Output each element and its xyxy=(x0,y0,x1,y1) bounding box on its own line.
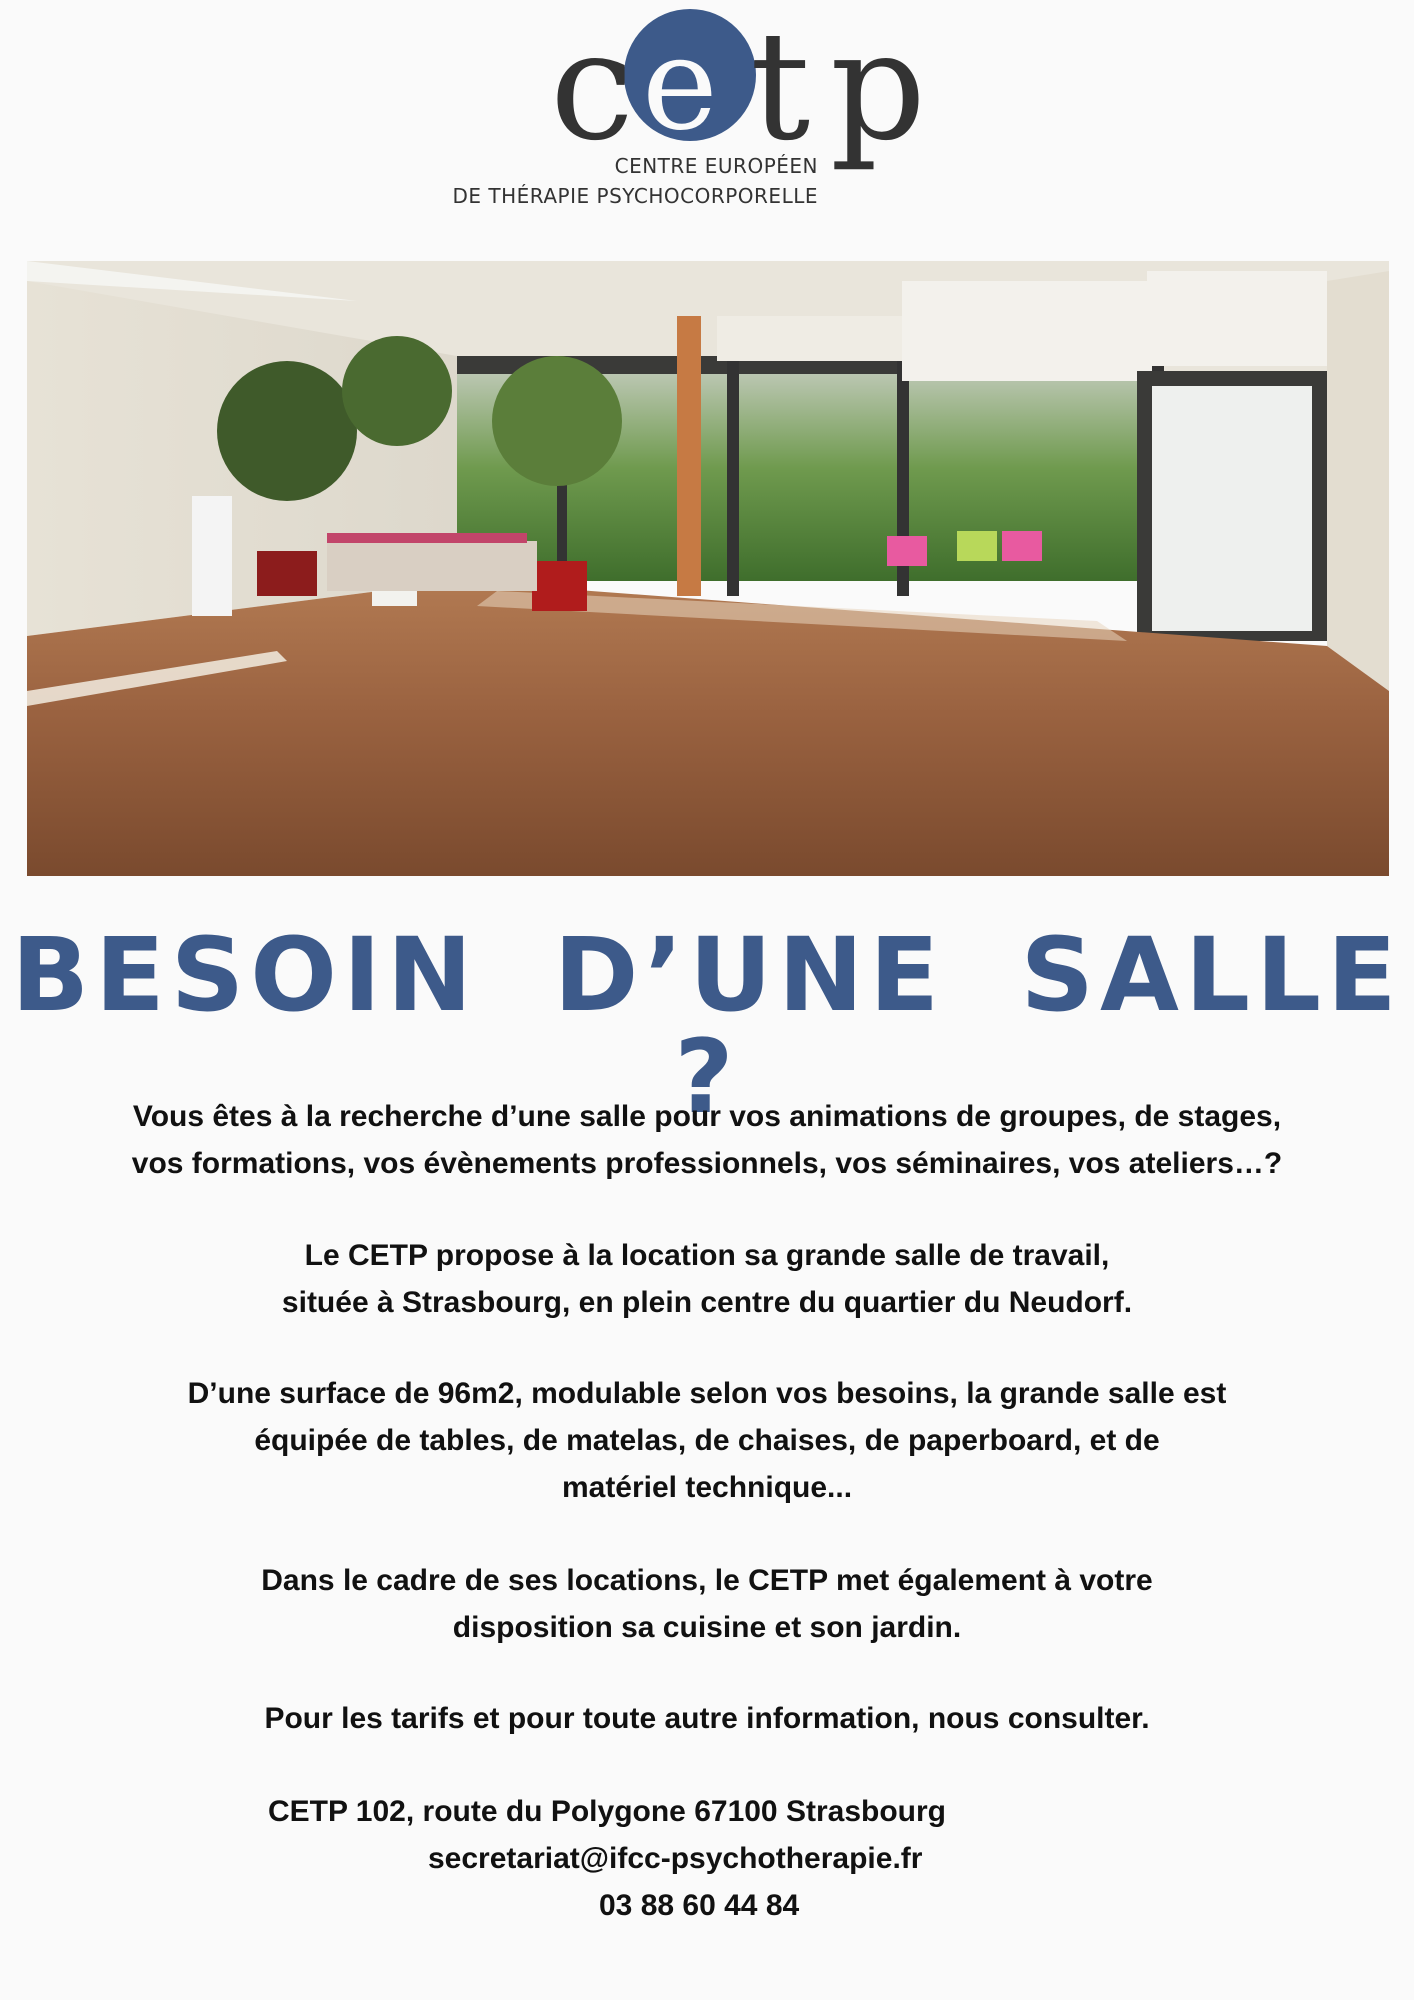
paragraph-equipment xyxy=(0,1370,1414,1511)
paragraph-line: vos formations, vos évènements professionnels, vos séminaires, vos ateliers…? xyxy=(131,1147,1283,1180)
paragraph-amenities xyxy=(0,1557,1414,1651)
contact-address: CETP 102, route du Polygone 67100 Strasbourg xyxy=(268,1795,946,1828)
logo-line-2: DE THÉRAPIE PSYCHOCORPORELLE xyxy=(452,184,818,208)
paragraph-line: Le CETP propose à la location sa grande salle de travail, xyxy=(304,1239,1110,1272)
paragraph-line: équipée de tables, de matelas, de chaises, de paperboard, et de xyxy=(254,1424,1160,1457)
logo-line-1: CENTRE EUROPÉEN xyxy=(614,154,818,178)
contact-email[interactable]: secretariat@ifcc-psychotherapie.fr xyxy=(428,1842,923,1875)
paragraph-line: Dans le cadre de ses locations, le CETP met également à votre xyxy=(261,1564,1153,1597)
paragraph-pricing xyxy=(0,1695,1414,1742)
cetp-logo xyxy=(420,0,940,220)
paragraph-location xyxy=(0,1232,1414,1326)
paragraph-line: Pour les tarifs et pour toute autre information, nous consulter. xyxy=(264,1702,1150,1735)
logo-letter-t: t xyxy=(750,0,811,174)
paragraph-intro xyxy=(0,1093,1414,1187)
logo-letter-c: c xyxy=(550,0,635,174)
paragraph-line: Vous êtes à la recherche d’une salle pour vos animations de groupes, de stages, xyxy=(132,1100,1282,1133)
contact-phone[interactable]: 03 88 60 44 84 xyxy=(599,1889,800,1922)
logo-letter-p: p xyxy=(830,0,927,174)
paragraph-line: disposition sa cuisine et son jardin. xyxy=(452,1611,962,1644)
paragraph-line: située à Strasbourg, en plein centre du quartier du Neudorf. xyxy=(281,1286,1133,1319)
logo-letter-e: e xyxy=(642,10,718,159)
paragraph-line: matériel technique... xyxy=(561,1471,853,1504)
room-photo xyxy=(27,261,1389,876)
headline: BESOIN D’UNE SALLE ? xyxy=(11,916,1403,1137)
paragraph-line: D’une surface de 96m2, modulable selon vos besoins, la grande salle est xyxy=(187,1377,1227,1410)
room-illustration xyxy=(27,261,1389,876)
